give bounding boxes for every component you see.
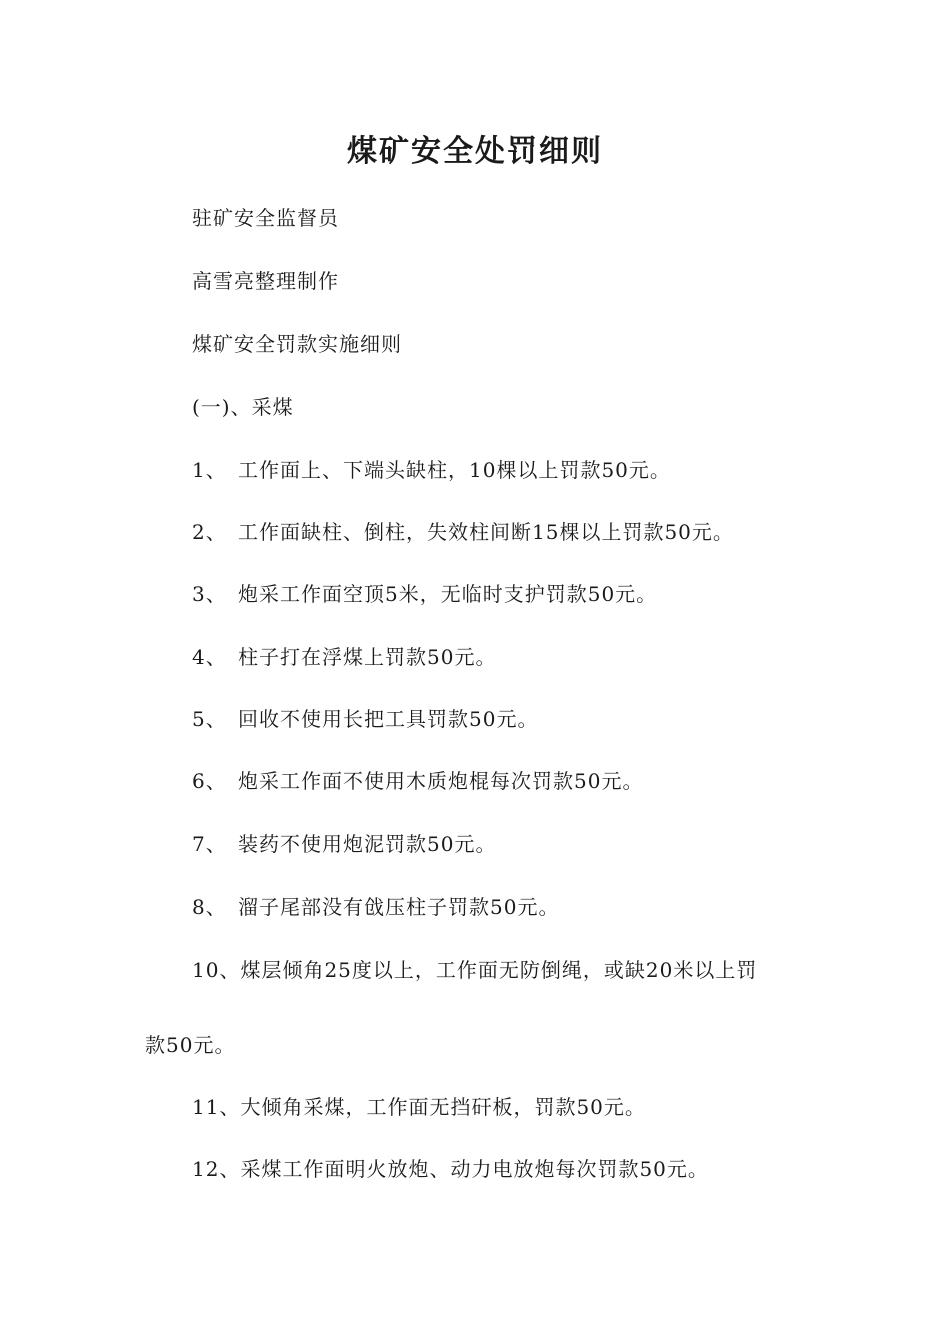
document-title: 煤矿安全处罚细则: [347, 134, 603, 169]
item-text: 炮采工作面空顶5米，无临时支护罚款50元。: [238, 582, 658, 606]
item-text: 工作面上、下端头缺柱，10棵以上罚款50元。: [238, 458, 671, 482]
item-text: 炮采工作面不使用木质炮棍每次罚款50元。: [238, 769, 644, 793]
list-item-11: 11、大倾角采煤，工作面无挡矸板，罚款50元。: [192, 1095, 646, 1119]
subsection-heading: (一)、采煤: [192, 395, 294, 419]
list-item: [192, 767, 643, 795]
list-item-10-line2: 款50元。: [145, 1033, 236, 1057]
item-text: 柱子打在浮煤上罚款50元。: [238, 645, 497, 669]
list-item: [192, 705, 538, 733]
item-text: 溜子尾部没有戗压柱子罚款50元。: [238, 895, 560, 919]
item-number: 5、: [192, 707, 227, 731]
item-number: 2、: [192, 520, 227, 544]
list-item: [192, 830, 496, 858]
author-role: 驻矿安全监督员: [192, 206, 339, 230]
section-heading: 煤矿安全罚款实施细则: [192, 332, 402, 356]
item-text: 回收不使用长把工具罚款50元。: [238, 707, 539, 731]
list-item: [192, 643, 496, 671]
item-number: 4、: [192, 645, 227, 669]
list-item: [192, 580, 657, 608]
item-text: 装药不使用炮泥罚款50元。: [238, 832, 497, 856]
list-item: [192, 456, 671, 484]
list-item: [192, 893, 559, 921]
list-item: [192, 518, 734, 546]
list-item-12: 12、采煤工作面明火放炮、动力电放炮每次罚款50元。: [192, 1157, 709, 1181]
author-credit: 高雪亮整理制作: [192, 269, 339, 293]
item-number: 3、: [192, 582, 227, 606]
item-text: 工作面缺柱、倒柱，失效柱间断15棵以上罚款50元。: [238, 520, 734, 544]
item-number: 7、: [192, 832, 227, 856]
item-number: 1、: [192, 458, 227, 482]
item-number: 8、: [192, 895, 227, 919]
item-number: 6、: [192, 769, 227, 793]
list-item-10-line1: 10、煤层倾角25度以上，工作面无防倒绳，或缺20米以上罚: [192, 958, 758, 982]
